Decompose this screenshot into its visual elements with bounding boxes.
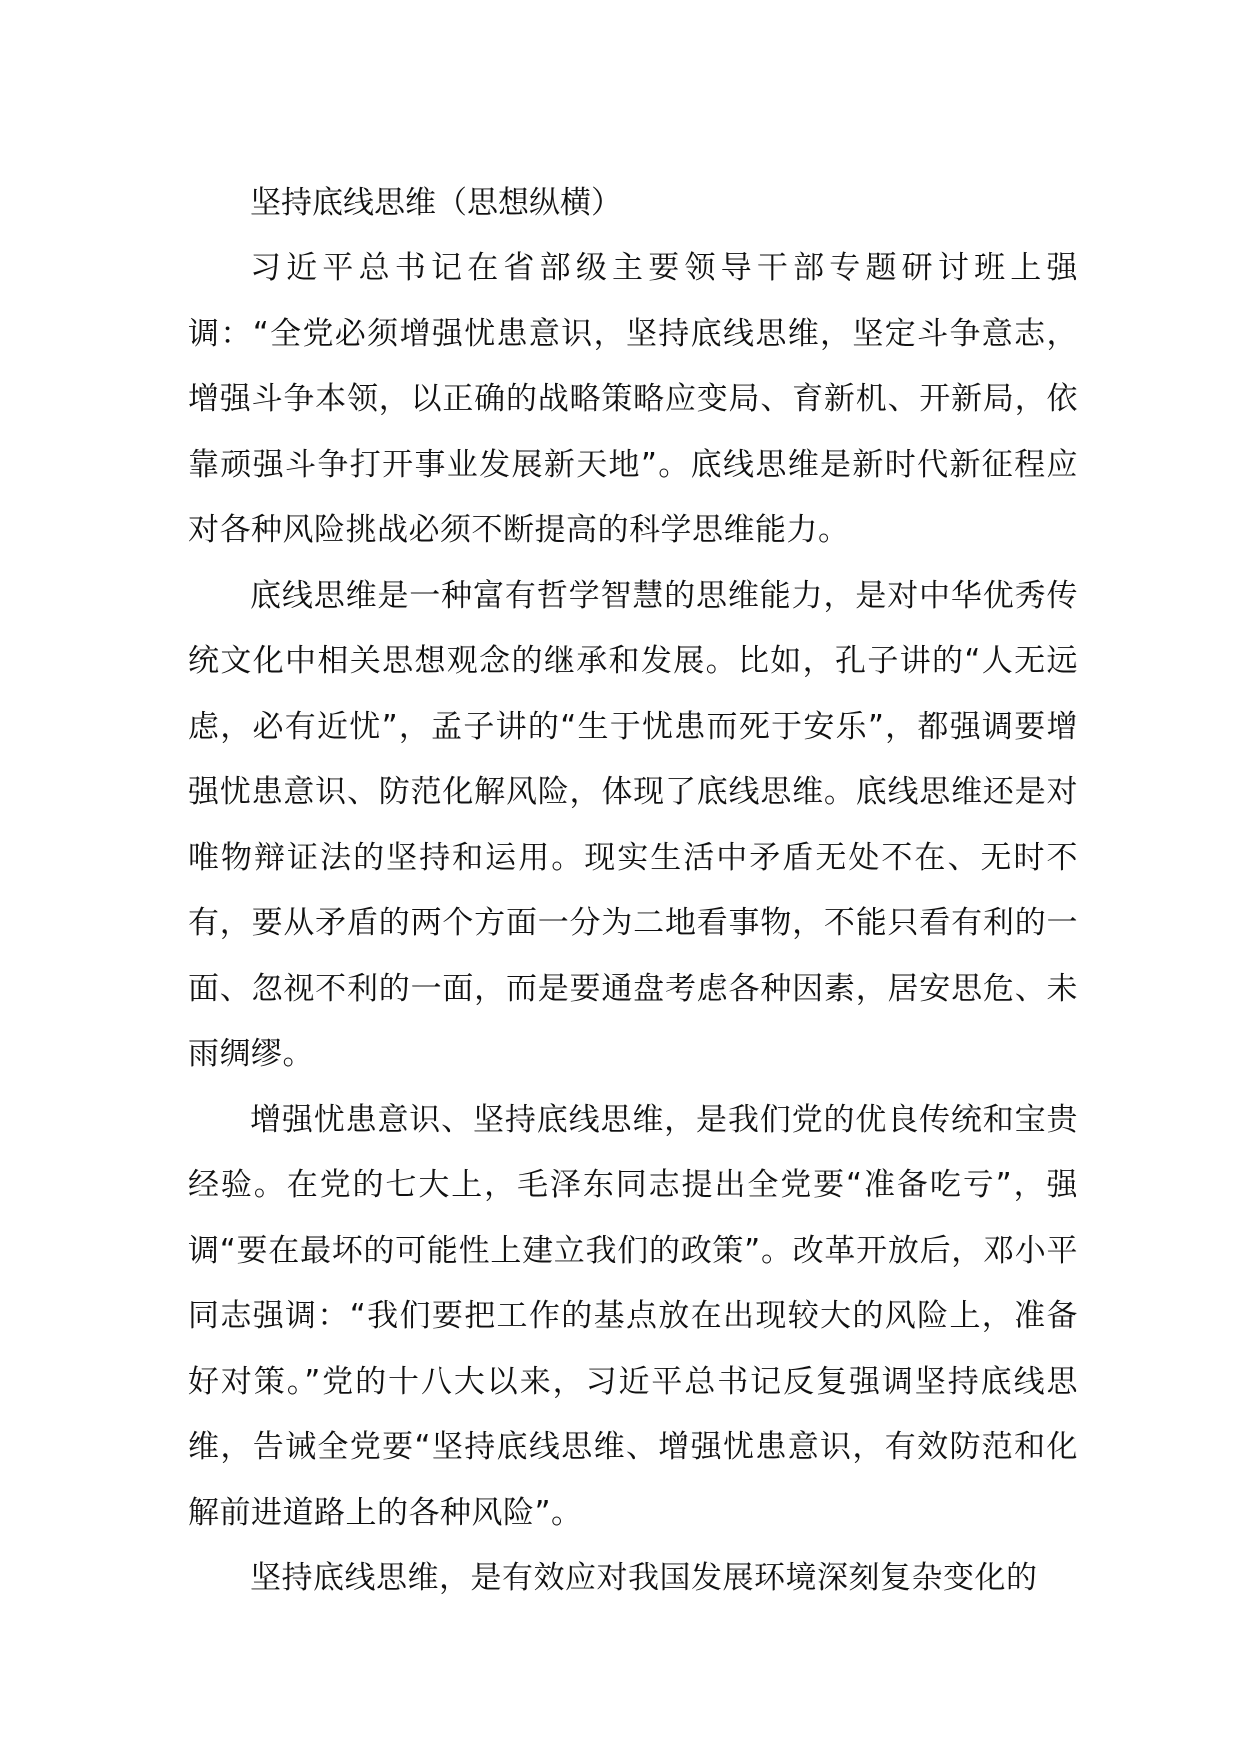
document-page [188,170,1078,1612]
paragraph-2: 底线思维是一种富有哲学智慧的思维能力，是对中华优秀传统文化中相关思想观念的继承和发展。比如，孔子讲的“人无远虑，必有近忧”，孟子讲的“生于忧患而死于安乐”，都强调要增强忧患意识、防范化解风险，体现了底线思维。底线思维还是对唯物辩证法的坚持和运用。现实生活中矛盾无处不在、无时不有，要从矛盾的两个方面一分为二地看事物，不能只看有利的一面、忽视不利的一面，而是要通盘考虑各种因素，居安思危、未雨绸缪。 [188,577,1078,1072]
paragraph-3: 增强忧患意识、坚持底线思维，是我们党的优良传统和宝贵经验。在党的七大上，毛泽东同志提出全党要“准备吃亏”，强调“要在最坏的可能性上建立我们的政策”。改革开放后，邓小平同志强调：“我们要把工作的基点放在出现较大的风险上，准备好对策。”党的十八大以来，习近平总书记反复强调坚持底线思维，告诫全党要“坚持底线思维、增强忧患意识，有效防范和化解前进道路上的各种风险”。 [188,1101,1078,1531]
paragraph-4: 坚持底线思维，是有效应对我国发展环境深刻复杂变化的 [250,1560,1038,1596]
paragraph-1: 习近平总书记在省部级主要领导干部专题研讨班上强调：“全党必须增强忧患意识，坚持底线思维，坚定斗争意志，增强斗争本领，以正确的战略策略应变局、育新机、开新局，依靠顽强斗争打开事业发展新天地”。底线思维是新时代新征程应对各种风险挑战必须不断提高的科学思维能力。 [188,250,1078,548]
document-title: 坚持底线思维（思想纵横） [250,185,622,221]
